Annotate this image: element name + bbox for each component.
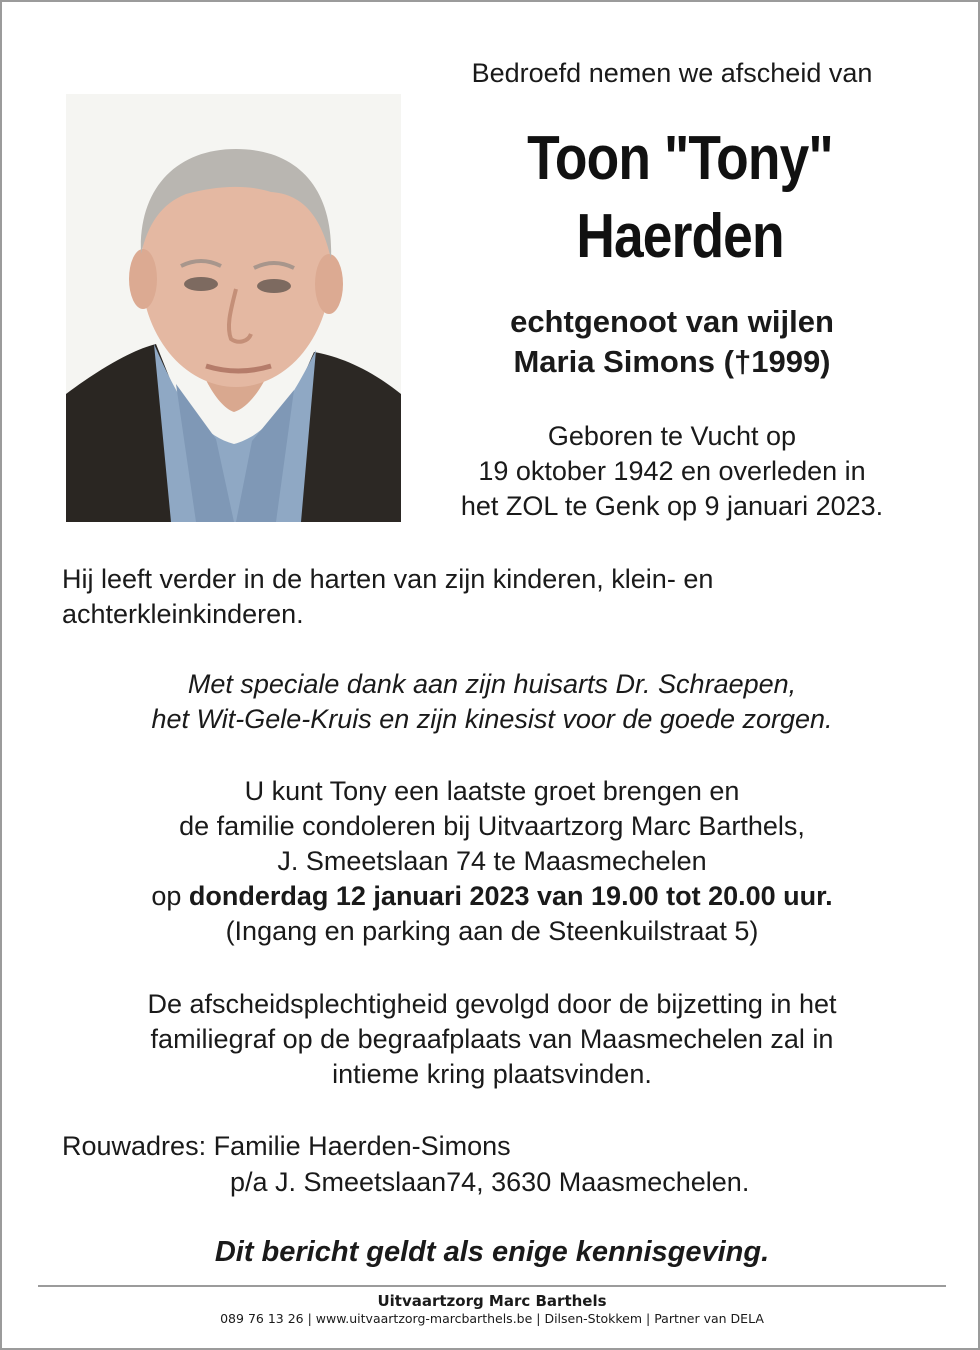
visit-line-2: de familie condoleren bij Uitvaartzorg Marc Barthels, <box>179 811 805 841</box>
birth-line-3: het ZOL te Genk op 9 januari 2023. <box>460 491 884 521</box>
ceremony-line-2: familiegraf op de begraafplaats van Maasmechelen zal in <box>150 1024 834 1054</box>
visit-line-4 <box>42 879 942 914</box>
ceremony-line-1: De afscheidsplechtigheid gevolgd door de bijzetting in het <box>147 989 837 1019</box>
visit-line-1: U kunt Tony een laatste groet brengen en <box>244 776 740 806</box>
thanks-line-2: het Wit-Gele-Kruis en zijn kinesist voor de goede zorgen. <box>151 704 833 734</box>
name-last: Haerden <box>576 202 784 271</box>
address-line-2: p/a J. Smeetslaan74, 3630 Maasmechelen. <box>230 1167 750 1197</box>
visit-date-time: donderdag 12 januari 2023 van 19.00 tot 20.00 uur. <box>188 881 833 911</box>
birth-line-2: 19 oktober 1942 en overleden in <box>478 456 866 486</box>
visitation-info <box>42 774 942 949</box>
portrait-photo <box>66 94 401 522</box>
ceremony-info <box>42 987 942 1092</box>
survivors-line-1: Hij leeft verder in de harten van zijn kinderen, klein- en <box>62 564 714 594</box>
funeral-home-name: Uitvaartzorg Marc Barthels <box>377 1292 607 1310</box>
birth-death-info <box>402 419 942 524</box>
spouse-line-2: Maria Simons (†1999) <box>513 344 831 379</box>
birth-line-1: Geboren te Vucht op <box>547 421 797 451</box>
thanks-text <box>42 667 942 737</box>
visit-line-3: J. Smeetslaan 74 te Maasmechelen <box>277 846 707 876</box>
address-line-1: Rouwadres: Familie Haerden-Simons <box>62 1131 511 1161</box>
mourning-address <box>62 1128 922 1200</box>
intro-text: Bedroefd nemen we afscheid van <box>471 58 873 88</box>
visit-date-prefix: op <box>151 881 182 911</box>
survivors-text <box>62 562 922 632</box>
notice-text: Dit bericht geldt als enige kennisgeving. <box>214 1236 770 1268</box>
survivors-line-2: achterkleinkinderen. <box>62 599 304 629</box>
visit-line-5: (Ingang en parking aan de Steenkuilstraat 5) <box>225 916 759 946</box>
funeral-home-contact: 089 76 13 26 | www.uitvaartzorg-marcbarthels.be | Dilsen-Stokkem | Partner van DELA <box>220 1311 764 1326</box>
thanks-line-1: Met speciale dank aan zijn huisarts Dr. Schraepen, <box>187 669 797 699</box>
spouse-line-1: echtgenoot van wijlen <box>510 304 834 339</box>
deceased-name <box>441 120 919 276</box>
footer-divider <box>38 1285 946 1287</box>
spouse-info <box>402 302 942 382</box>
ceremony-line-3: intieme kring plaatsvinden. <box>332 1059 652 1089</box>
name-first: Toon "Tony" <box>527 124 833 193</box>
